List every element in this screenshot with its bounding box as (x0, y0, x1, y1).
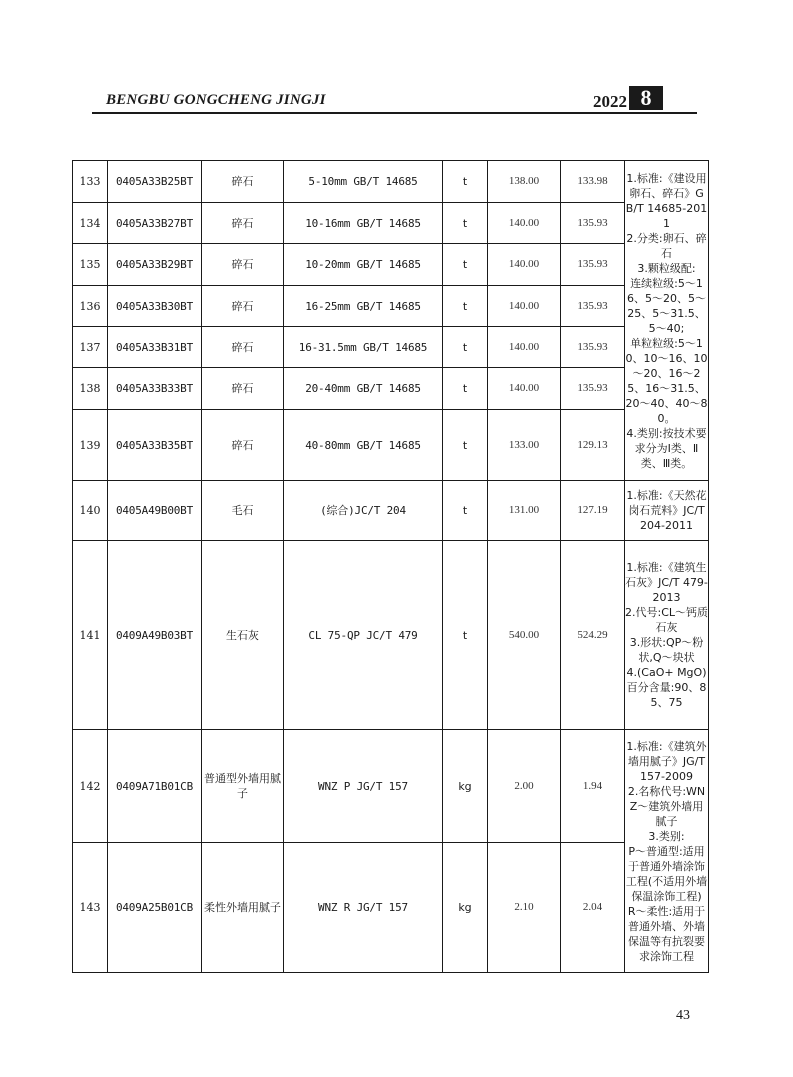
price-table (72, 160, 709, 973)
issue-number: 8 (629, 86, 663, 110)
material-unit: kg (443, 730, 488, 843)
note-rubble: 1.标准:《天然花岗石荒料》JC/T 204-2011 (625, 481, 709, 541)
table-row (73, 481, 709, 541)
table-row (73, 161, 709, 203)
row-number: 136 (73, 286, 108, 327)
material-code: 0409A71B01CB (108, 730, 202, 843)
material-name: 碎石 (202, 368, 284, 410)
material-name: 柔性外墙用腻子 (202, 843, 284, 973)
row-number: 141 (73, 541, 108, 730)
material-unit: t (443, 541, 488, 730)
material-spec: 16-31.5mm GB/T 14685 (284, 327, 443, 368)
page-number: 43 (676, 1008, 690, 1023)
price-excl-tax: 127.19 (561, 481, 625, 541)
price-incl-tax: 140.00 (488, 244, 561, 286)
table-row (73, 541, 709, 730)
material-name: 碎石 (202, 161, 284, 203)
header-rule (92, 112, 697, 114)
price-incl-tax: 140.00 (488, 327, 561, 368)
note-crushed-stone: 1.标准:《建设用卵石、碎石》GB/T 14685-2011 2.分类:卵石、碎石 3.颗粒级配: 连续粒级:5～16、5～20、5～25、5～31.5、5～40; 单粒粒级:5～10、10～16、10～20、16～25、16～31.5、20～40、40～80。 4.类别:按技术要求分为Ⅰ类、Ⅱ类、Ⅲ类。 (625, 161, 709, 481)
material-unit: t (443, 368, 488, 410)
material-name: 碎石 (202, 203, 284, 244)
price-excl-tax: 135.93 (561, 327, 625, 368)
table-row (73, 244, 709, 286)
material-name: 生石灰 (202, 541, 284, 730)
price-excl-tax: 129.13 (561, 410, 625, 481)
price-incl-tax: 140.00 (488, 286, 561, 327)
page-header (92, 86, 697, 116)
price-excl-tax: 135.93 (561, 244, 625, 286)
note-putty: 1.标准:《建筑外墙用腻子》JG/T 157-2009 2.名称代号:WNZ～建筑外墙用腻子 3.类别: P～普通型:适用于普通外墙涂饰工程(不适用外墙保温涂饰工程) R～柔性:适用于普通外墙、外墙保温等有抗裂要求涂饰工程 (625, 730, 709, 973)
material-unit: t (443, 327, 488, 368)
material-code: 0409A49B03BT (108, 541, 202, 730)
material-name: 普通型外墙用腻子 (202, 730, 284, 843)
material-spec: 16-25mm GB/T 14685 (284, 286, 443, 327)
price-excl-tax: 135.93 (561, 368, 625, 410)
material-spec: 10-16mm GB/T 14685 (284, 203, 443, 244)
material-unit: t (443, 410, 488, 481)
row-number: 143 (73, 843, 108, 973)
table-row (73, 203, 709, 244)
material-name: 碎石 (202, 244, 284, 286)
row-number: 142 (73, 730, 108, 843)
material-code: 0409A25B01CB (108, 843, 202, 973)
material-name: 碎石 (202, 327, 284, 368)
price-incl-tax: 140.00 (488, 368, 561, 410)
material-code: 0405A49B00BT (108, 481, 202, 541)
price-excl-tax: 524.29 (561, 541, 625, 730)
material-code: 0405A33B31BT (108, 327, 202, 368)
material-spec: 20-40mm GB/T 14685 (284, 368, 443, 410)
material-unit: t (443, 481, 488, 541)
material-spec: 40-80mm GB/T 14685 (284, 410, 443, 481)
price-excl-tax: 133.98 (561, 161, 625, 203)
material-spec: CL 75-QP JC/T 479 (284, 541, 443, 730)
price-incl-tax: 131.00 (488, 481, 561, 541)
material-name: 碎石 (202, 410, 284, 481)
price-excl-tax: 135.93 (561, 286, 625, 327)
material-spec: 5-10mm GB/T 14685 (284, 161, 443, 203)
material-code: 0405A33B35BT (108, 410, 202, 481)
material-unit: t (443, 286, 488, 327)
material-spec: 10-20mm GB/T 14685 (284, 244, 443, 286)
row-number: 138 (73, 368, 108, 410)
material-unit: kg (443, 843, 488, 973)
note-quicklime: 1.标准:《建筑生石灰》JC/T 479-2013 2.代号:CL～钙质石灰 3.形状:QP～粉状,Q～块状 4.(CaO+ MgO)百分含量:90、85、75 (625, 541, 709, 730)
material-spec: (综合)JC/T 204 (284, 481, 443, 541)
table-row (73, 286, 709, 327)
row-number: 135 (73, 244, 108, 286)
material-code: 0405A33B27BT (108, 203, 202, 244)
price-excl-tax: 1.94 (561, 730, 625, 843)
table-row (73, 410, 709, 481)
row-number: 140 (73, 481, 108, 541)
price-incl-tax: 133.00 (488, 410, 561, 481)
material-unit: t (443, 203, 488, 244)
material-code: 0405A33B33BT (108, 368, 202, 410)
table-row (73, 327, 709, 368)
material-unit: t (443, 161, 488, 203)
price-incl-tax: 540.00 (488, 541, 561, 730)
material-code: 0405A33B25BT (108, 161, 202, 203)
price-incl-tax: 138.00 (488, 161, 561, 203)
journal-title: BENGBU GONGCHENG JINGJI (106, 92, 326, 108)
price-incl-tax: 2.00 (488, 730, 561, 843)
row-number: 133 (73, 161, 108, 203)
material-name: 毛石 (202, 481, 284, 541)
material-spec: WNZ P JG/T 157 (284, 730, 443, 843)
row-number: 139 (73, 410, 108, 481)
material-code: 0405A33B30BT (108, 286, 202, 327)
issue-year: 2022 (593, 92, 627, 111)
price-excl-tax: 2.04 (561, 843, 625, 973)
price-incl-tax: 140.00 (488, 203, 561, 244)
material-name: 碎石 (202, 286, 284, 327)
price-incl-tax: 2.10 (488, 843, 561, 973)
material-unit: t (443, 244, 488, 286)
price-excl-tax: 135.93 (561, 203, 625, 244)
table-row (73, 368, 709, 410)
row-number: 134 (73, 203, 108, 244)
table-row (73, 730, 709, 843)
material-spec: WNZ R JG/T 157 (284, 843, 443, 973)
table-row (73, 843, 709, 973)
row-number: 137 (73, 327, 108, 368)
material-code: 0405A33B29BT (108, 244, 202, 286)
